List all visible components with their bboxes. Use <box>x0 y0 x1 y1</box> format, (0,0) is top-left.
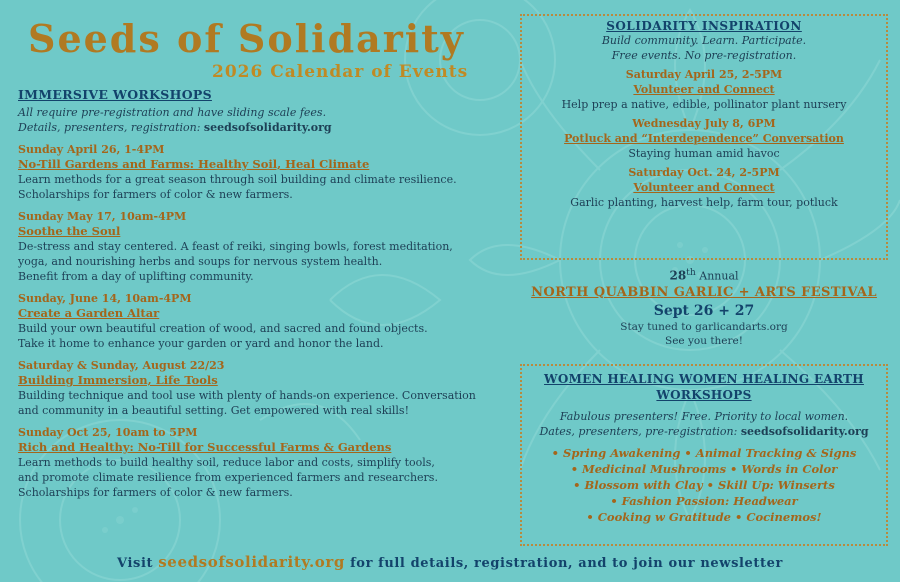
footer-prefix: Visit <box>117 556 154 571</box>
footer-site-link[interactable]: seedsofsolidarity.org <box>158 553 345 571</box>
page-title: Seeds of Solidarity <box>28 16 465 61</box>
women-heading-line1: WOMEN HEALING WOMEN HEALING EARTH <box>544 372 864 386</box>
inspiration-event-title-link[interactable]: Volunteer and Connect <box>633 181 775 194</box>
footer <box>0 553 900 571</box>
women-intro-line2 <box>528 424 880 439</box>
women-intro-site-link[interactable]: seedsofsolidarity.org <box>740 425 869 438</box>
event-date: Sunday, June 14, 10am-4PM <box>18 292 192 305</box>
immersive-intro <box>18 105 490 135</box>
event-desc-line: yoga, and nourishing herbs and soups for nervous system health. <box>18 255 383 268</box>
event-title-link[interactable]: No-Till Gardens and Farms: Healthy Soil, Heal Climate <box>18 157 370 171</box>
page-subtitle: 2026 Calendar of Events <box>212 62 469 82</box>
festival-annual <box>520 266 888 284</box>
event-desc-line: De-stress and stay centered. A feast of reiki, singing bowls, forest meditation, <box>18 240 453 253</box>
inspiration-intro-line1: Build community. Learn. Participate. <box>601 34 807 47</box>
women-heading-line2: WORKSHOPS <box>656 388 752 402</box>
women-workshop-line: • Cooking w Gratitude • Cocinemos! <box>586 510 822 524</box>
inspiration-event-date: Saturday Oct. 24, 2-5PM <box>628 166 780 179</box>
festival-title-link[interactable]: NORTH QUABBIN GARLIC + ARTS FESTIVAL <box>531 284 877 300</box>
workshop-event <box>18 210 490 284</box>
event-date: Sunday May 17, 10am-4PM <box>18 210 187 223</box>
event-desc-line: Benefit from a day of uplifting community. <box>18 270 254 283</box>
festival-number: 28 <box>669 268 687 283</box>
inspiration-intro-line2: Free events. No pre-registration. <box>611 49 797 62</box>
festival-note-line1 <box>520 320 888 334</box>
workshop-event <box>18 292 490 351</box>
women-intro <box>528 409 880 439</box>
event-date: Sunday Oct 25, 10am to 5PM <box>18 426 198 439</box>
inspiration-event-title-link[interactable]: Potluck and “Interdependence” Conversation <box>564 132 844 145</box>
inspiration-event-date: Saturday April 25, 2-5PM <box>625 68 783 81</box>
event-desc-line: Take it home to enhance your garden or yard and honor the land. <box>18 337 384 350</box>
inspiration-event-title-link[interactable]: Volunteer and Connect <box>633 83 775 96</box>
women-healing-box <box>520 364 888 546</box>
immersive-intro-line1: All require pre-registration and have sliding scale fees. <box>18 106 327 119</box>
event-desc-line: Scholarships for farmers of color & new farmers. <box>18 188 293 201</box>
event-desc-line: Learn methods for a great season through soil building and climate resilience. <box>18 173 457 186</box>
workshop-event <box>18 359 490 418</box>
event-desc-line: Building technique and tool use with plenty of hands-on experience. Conversation <box>18 389 476 402</box>
immersive-intro-site-link[interactable]: seedsofsolidarity.org <box>203 121 332 134</box>
festival-note-line2: See you there! <box>665 334 743 347</box>
event-desc-line: Learn methods to build healthy soil, reduce labor and costs, simplify tools, <box>18 456 435 469</box>
festival-note-label: Stay tuned to <box>620 320 692 333</box>
inspiration-event-desc: Staying human amid havoc <box>628 147 780 160</box>
immersive-intro-line2 <box>18 120 490 135</box>
women-workshop-line: • Medicinal Mushrooms • Words in Color <box>570 462 838 476</box>
event-title-link[interactable]: Create a Garden Altar <box>18 306 160 320</box>
festival-site-link[interactable]: garlicandarts.org <box>695 320 788 333</box>
women-workshop-line: • Fashion Passion: Headwear <box>610 494 798 508</box>
women-intro-line1: Fabulous presenters! Free. Priority to local women. <box>559 410 849 423</box>
event-title-link[interactable]: Soothe the Soul <box>18 224 121 238</box>
inspiration-event-desc: Garlic planting, harvest help, farm tour, potluck <box>570 196 838 209</box>
solidarity-inspiration-box <box>520 14 888 260</box>
event-date: Saturday & Sunday, August 22/23 <box>18 359 225 372</box>
event-title-link[interactable]: Rich and Healthy: No-Till for Successful Farms & Gardens <box>18 440 392 454</box>
immersive-intro-label: Details, presenters, registration: <box>18 121 201 134</box>
event-desc-line: and community in a beautiful setting. Get empowered with real skills! <box>18 404 409 417</box>
workshop-event <box>18 143 490 202</box>
workshop-event <box>18 426 490 500</box>
festival-dates: Sept 26 + 27 <box>653 302 755 319</box>
immersive-workshops-section <box>18 87 490 500</box>
event-date: Sunday April 26, 1-4PM <box>18 143 165 156</box>
inspiration-event-date: Wednesday July 8, 6PM <box>632 117 776 130</box>
immersive-heading: IMMERSIVE WORKSHOPS <box>18 87 212 102</box>
festival-annual-label: Annual <box>699 269 739 283</box>
event-desc-line: Scholarships for farmers of color & new farmers. <box>18 486 293 499</box>
event-title-link[interactable]: Building Immersion, Life Tools <box>18 373 218 387</box>
garlic-festival-section <box>520 266 888 348</box>
women-workshop-line: • Blossom with Clay • Skill Up: Winserts <box>573 478 835 492</box>
women-workshop-list <box>528 445 880 525</box>
inspiration-heading: SOLIDARITY INSPIRATION <box>606 19 802 33</box>
inspiration-event-desc: Help prep a native, edible, pollinator plant nursery <box>561 98 847 111</box>
event-desc-line: and promote climate resilience from experienced farmers and researchers. <box>18 471 438 484</box>
festival-ordinal: th <box>686 267 696 278</box>
event-desc-line: Build your own beautiful creation of wood, and sacred and found objects. <box>18 322 428 335</box>
women-workshop-line: • Spring Awakening • Animal Tracking & Signs <box>551 446 857 460</box>
footer-suffix: for full details, registration, and to join our newsletter <box>350 556 783 571</box>
women-intro-label: Dates, presenters, pre-registration: <box>539 425 738 438</box>
